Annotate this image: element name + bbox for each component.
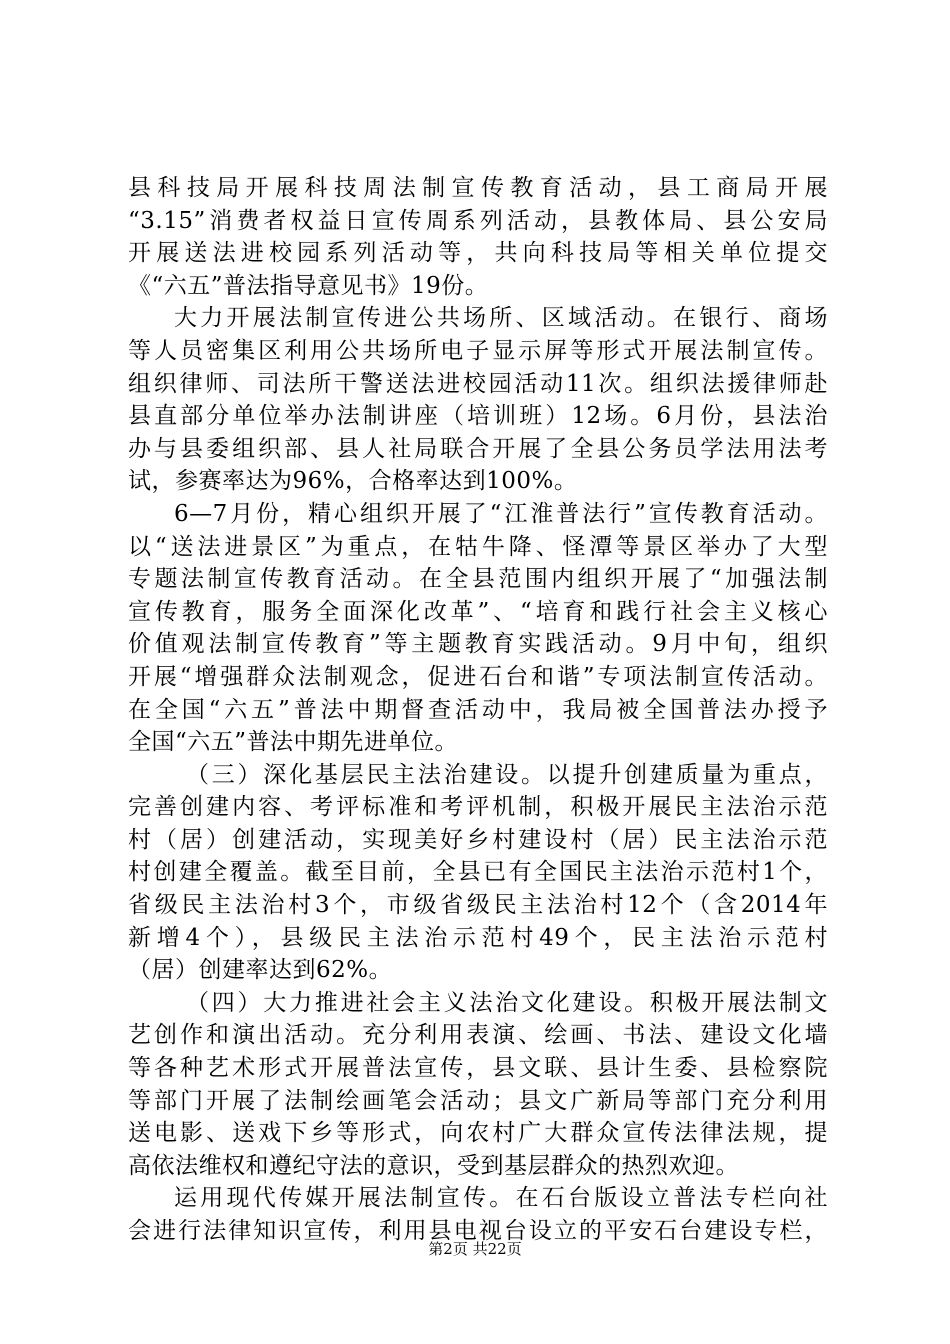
section-heading-line: （四）大力推进社会主义法治文化建设。积极开展法制文 <box>186 989 828 1016</box>
text-line: “3.15”消费者权益日宣传周系列活动，县教体局、县公安局 <box>128 207 828 234</box>
text-line: 试，参赛率达为96%，合格率达到100%。 <box>128 468 578 495</box>
text-line: 以“送法进景区”为重点，在牯牛降、怪潭等景区举办了大型 <box>128 533 828 560</box>
text-line: 6—7月份，精心组织开展了“江淮普法行”宣传教育活动。 <box>174 500 828 527</box>
text-line: 大力开展法制宣传进公共场所、区域活动。在银行、商场 <box>174 305 828 332</box>
text-line: （居）创建率达到62%。 <box>128 957 393 984</box>
text-line: 村创建全覆盖。截至目前，全县已有全国民主法治示范村1个， <box>128 859 828 886</box>
text-line: 送电影、送戏下乡等形式，向农村广大群众宣传法律法规，提 <box>128 1120 828 1147</box>
text-line: 《“六五”普法指导意见书》19份。 <box>128 272 489 299</box>
paragraph-section-3 <box>128 759 828 987</box>
text-line: 宣传教育，服务全面深化改革”、“培育和践行社会主义核心 <box>128 598 828 625</box>
text-line: 在全国“六五”普法中期督查活动中，我局被全国普法办授予 <box>128 696 828 723</box>
text-line: 省级民主法治村3个，市级省级民主法治村12个（含2014年 <box>128 892 828 919</box>
page-number-label: 第2页 共22页 <box>428 1240 522 1258</box>
text-line: 办与县委组织部、县人社局联合开展了全县公务员学法用法考 <box>128 435 828 462</box>
text-line: 新增4个），县级民主法治示范村49个，民主法治示范村 <box>128 924 828 951</box>
paragraph-2 <box>128 302 828 498</box>
text-line: 运用现代传媒开展法制宣传。在石台版设立普法专栏向社 <box>174 1185 828 1212</box>
paragraph-section-4 <box>128 987 828 1183</box>
text-line: 村（居）创建活动，实现美好乡村建设村（居）民主法治示范 <box>128 826 828 853</box>
page-footer <box>0 1239 950 1259</box>
text-line: 全国“六五”普法中期先进单位。 <box>128 729 459 756</box>
paragraph-1 <box>128 172 828 302</box>
text-line: 县科技局开展科技周法制宣传教育活动，县工商局开展 <box>128 175 828 201</box>
text-line: 等人员密集区利用公共场所电子显示屏等形式开展法制宣传。 <box>128 337 828 364</box>
text-line: 专题法制宣传教育活动。在全县范围内组织开展了“加强法制 <box>128 566 828 593</box>
text-line: 会进行法律知识宣传，利用县电视台设立的平安石台建设专栏， <box>128 1218 828 1244</box>
text-line: 价值观法制宣传教育”等主题教育实践活动。9月中旬，组织 <box>128 631 828 658</box>
text-line: 组织律师、司法所干警送法进校园活动11次。组织法援律师赴 <box>128 370 828 397</box>
paragraph-3 <box>128 498 828 759</box>
text-line: 高依法维权和遵纪守法的意识，受到基层群众的热烈欢迎。 <box>128 1152 739 1179</box>
text-line: 艺创作和演出活动。充分利用表演、绘画、书法、建设文化墙 <box>128 1022 828 1049</box>
document-body <box>128 172 828 1248</box>
paragraph-6 <box>128 1182 828 1247</box>
text-line: 等各种艺术形式开展普法宣传，县文联、县计生委、县检察院 <box>128 1055 828 1082</box>
text-line: 完善创建内容、考评标准和考评机制，积极开展民主法治示范 <box>128 794 828 821</box>
text-line: 开展“增强群众法制观念，促进石台和谐”专项法制宣传活动。 <box>128 663 828 690</box>
text-line: 等部门开展了法制绘画笔会活动；县文广新局等部门充分利用 <box>128 1087 828 1114</box>
section-heading-line: （三）深化基层民主法治建设。以提升创建质量为重点， <box>186 761 828 788</box>
text-line: 县直部分单位举办法制讲座（培训班）12场。6月份，县法治 <box>128 403 828 430</box>
text-line: 开展送法进校园系列活动等，共向科技局等相关单位提交 <box>128 240 828 267</box>
